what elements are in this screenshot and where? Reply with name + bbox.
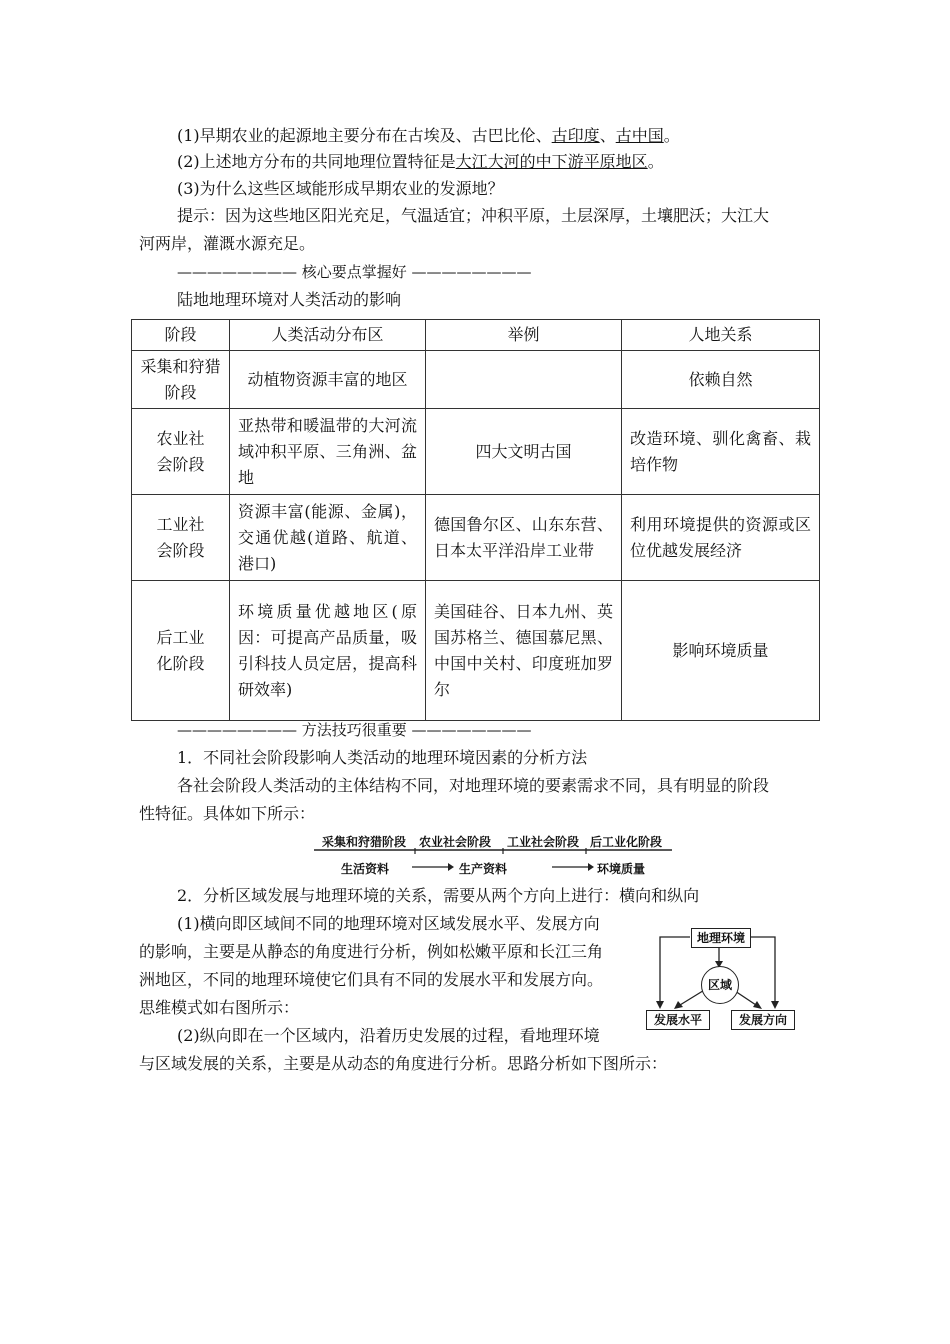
header-example: 举例 bbox=[426, 320, 622, 351]
stage-label: 后工业化阶段 bbox=[590, 835, 663, 849]
q1-sep: 、 bbox=[599, 126, 616, 145]
cell-stage: 后工业化阶段 bbox=[132, 581, 230, 721]
header-area: 人类活动分布区 bbox=[230, 320, 426, 351]
q1-end: 。 bbox=[663, 126, 680, 145]
impact-table bbox=[131, 319, 820, 721]
cell-relation: 依赖自然 bbox=[622, 351, 820, 409]
need-label: 生活资料 bbox=[341, 862, 390, 876]
q2-end: 。 bbox=[647, 152, 664, 171]
box-dev-level: 发展水平 bbox=[646, 1010, 710, 1030]
table-row bbox=[132, 495, 820, 581]
cell-example: 美国硅谷、日本九州、英国苏格兰、德国慕尼黑、中国中关村、印度班加罗尔 bbox=[426, 581, 622, 721]
method-2-title: 2．分析区域发展与地理环境的关系，需要从两个方向上进行：横向和纵向 bbox=[177, 886, 700, 905]
cell-relation: 改造环境、驯化禽畜、栽培作物 bbox=[622, 409, 820, 495]
box-dev-direction: 发展方向 bbox=[731, 1010, 795, 1030]
cell-area: 亚热带和暖温带的大河流域冲积平原、三角洲、盆地 bbox=[230, 409, 426, 495]
table-header-row bbox=[132, 320, 820, 351]
method-1-line-2: 性特征。具体如下所示： bbox=[139, 804, 316, 823]
cell-stage: 工业社会阶段 bbox=[132, 495, 230, 581]
circle-region: 区域 bbox=[701, 966, 739, 1004]
cell-example bbox=[426, 351, 622, 409]
cell-area: 环境质量优越地区(原因：可提高产品质量，吸引科技人员定居，提高科研效率) bbox=[230, 581, 426, 721]
q2-text: (2)上述地方分布的共同地理位置特征是 bbox=[177, 152, 456, 171]
need-label: 环境质量 bbox=[597, 862, 646, 876]
cell-stage: 采集和狩猎阶段 bbox=[132, 351, 230, 409]
stage-label: 农业社会阶段 bbox=[419, 835, 492, 849]
cell-example: 四大文明古国 bbox=[426, 409, 622, 495]
method-2-line-1: (1)横向即区域间不同的地理环境对区域发展水平、发展方向 bbox=[177, 914, 600, 933]
cell-stage: 农业社会阶段 bbox=[132, 409, 230, 495]
method-1-title: 1．不同社会阶段影响人类活动的地理环境因素的分析方法 bbox=[177, 748, 588, 767]
cell-example: 德国鲁尔区、山东东营、日本太平洋沿岸工业带 bbox=[426, 495, 622, 581]
method-3-line-1: (2)纵向即在一个区域内，沿着历史发展的过程，看地理环境 bbox=[177, 1026, 600, 1045]
cell-relation: 影响环境质量 bbox=[622, 581, 820, 721]
header-stage: 阶段 bbox=[132, 320, 230, 351]
table-title: 陆地地理环境对人类活动的影响 bbox=[177, 290, 402, 309]
cell-area: 动植物资源丰富的地区 bbox=[230, 351, 426, 409]
section-heading-core: ———————— 核心要点掌握好 ———————— bbox=[177, 263, 532, 281]
table-row bbox=[132, 409, 820, 495]
cell-area: 资源丰富(能源、金属)，交通优越(道路、航道、港口) bbox=[230, 495, 426, 581]
hint-line-2: 河两岸，灌溉水源充足。 bbox=[139, 234, 316, 253]
box-geo-environment: 地理环境 bbox=[691, 928, 751, 948]
section-heading-method: ———————— 方法技巧很重要 ———————— bbox=[177, 721, 532, 739]
q2-answer: 大江大河的中下游平原地区 bbox=[455, 152, 648, 171]
table-row bbox=[132, 581, 820, 721]
table-row bbox=[132, 351, 820, 409]
arrow-right-icon bbox=[412, 862, 454, 872]
method-2-line-2: 的影响，主要是从静态的角度进行分析，例如松嫩平原和长江三角 bbox=[139, 942, 604, 961]
method-2-line-3: 洲地区，不同的地理环境使它们具有不同的发展水平和发展方向。 bbox=[139, 970, 604, 989]
arrow-right-icon bbox=[552, 862, 594, 872]
question-2 bbox=[177, 151, 664, 173]
stage-label: 采集和狩猎阶段 bbox=[322, 835, 407, 849]
question-1 bbox=[177, 125, 680, 147]
method-3-line-2: 与区域发展的关系，主要是从动态的角度进行分析。思路分析如下图所示： bbox=[139, 1054, 668, 1073]
question-3: (3)为什么这些区域能形成早期农业的发源地？ bbox=[177, 179, 504, 198]
method-1-line-1: 各社会阶段人类活动的主体结构不同，对地理环境的要素需求不同，具有明显的阶段 bbox=[177, 776, 770, 795]
q1-answer-1: 古印度 bbox=[551, 126, 600, 145]
method-2-line-4: 思维模式如右图所示： bbox=[139, 998, 300, 1017]
q1-text: (1)早期农业的起源地主要分布在古埃及、古巴比伦、 bbox=[177, 126, 552, 145]
need-label: 生产资料 bbox=[459, 862, 508, 876]
cell-relation: 利用环境提供的资源或区位优越发展经济 bbox=[622, 495, 820, 581]
header-relation: 人地关系 bbox=[622, 320, 820, 351]
q1-answer-2: 古中国 bbox=[615, 126, 664, 145]
hint-line-1: 提示：因为这些地区阳光充足，气温适宜；冲积平原，土层深厚，土壤肥沃；大江大 bbox=[177, 206, 770, 225]
stage-label: 工业社会阶段 bbox=[507, 835, 580, 849]
